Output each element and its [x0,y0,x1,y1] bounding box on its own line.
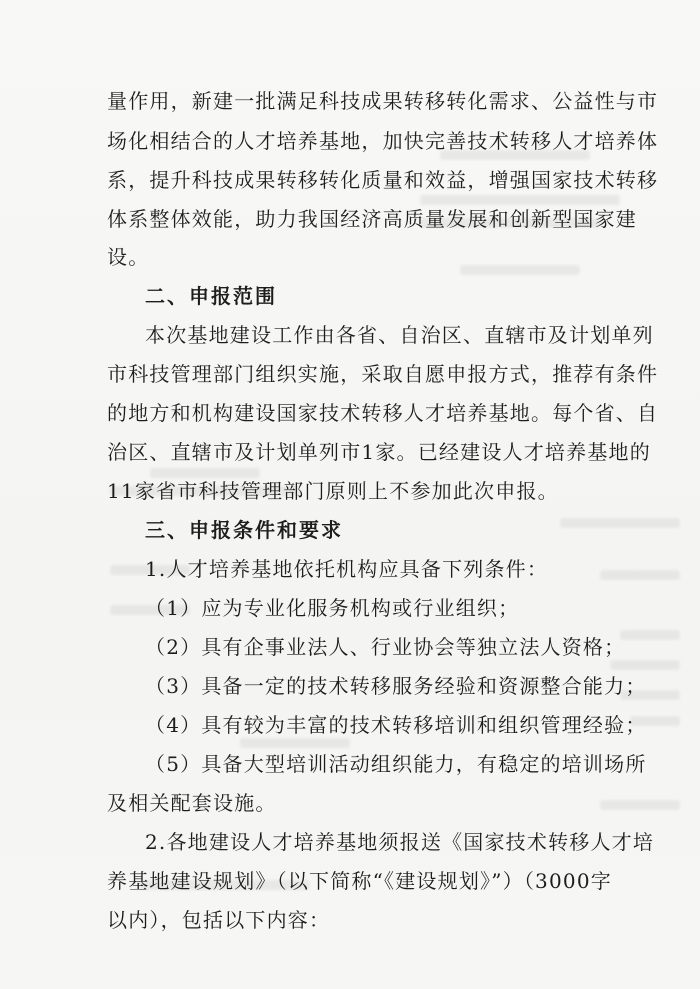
intro-line-3: 系，提升科技成果转移转化质量和效益，增强国家技术转移 [107,168,659,192]
section-2-heading: 二、申报范围 [145,284,277,308]
condition-5: （5）具备大型培训活动组织能力，有稳定的培训场所 [145,752,647,776]
intro-line-1: 量作用，新建一批满足科技成果转移转化需求、公益性与市 [107,89,659,113]
intro-line-5: 设。 [107,245,150,269]
section-3-item-2-line-2: 养基地建设规划》（以下简称“《建设规划》”）（3000字 [107,869,612,893]
section-2-line-1: 本次基地建设工作由各省、自治区、直辖市及计划单列 [145,323,654,347]
section-3-item-2-line-3: 以内），包括以下内容： [107,908,331,932]
section-2-line-5: 11家省市科技管理部门原则上不参加此次申报。 [107,479,559,503]
condition-2: （2）具有企事业法人、行业协会等独立法人资格； [145,635,626,659]
section-2-line-4: 治区、直辖市及计划单列市1家。已经建设人才培养基地的 [107,440,651,464]
section-2-line-3: 的地方和机构建设国家技术转移人才培养基地。每个省、自 [107,401,659,425]
condition-4: （4）具有较为丰富的技术转移培训和组织管理经验； [145,713,647,737]
condition-3: （3）具备一定的技术转移服务经验和资源整合能力； [145,674,647,698]
condition-1: （1）应为专业化服务机构或行业组织； [145,596,520,620]
intro-line-2: 场化相结合的人才培养基地，加快完善技术转移人才培养体 [107,129,659,153]
section-3-item-1: 1.人才培养基地依托机构应具备下列条件： [145,557,549,581]
condition-5-continued: 及相关配套设施。 [107,791,277,815]
section-3-item-2-line-1: 2.各地建设人才培养基地须报送《国家技术转移人才培 [145,830,655,854]
intro-line-4: 体系整体效能，助力我国经济高质量发展和创新型国家建 [107,207,637,231]
section-3-heading: 三、申报条件和要求 [145,518,343,542]
section-2-line-2: 市科技管理部门组织实施，采取自愿申报方式，推荐有条件 [107,362,659,386]
